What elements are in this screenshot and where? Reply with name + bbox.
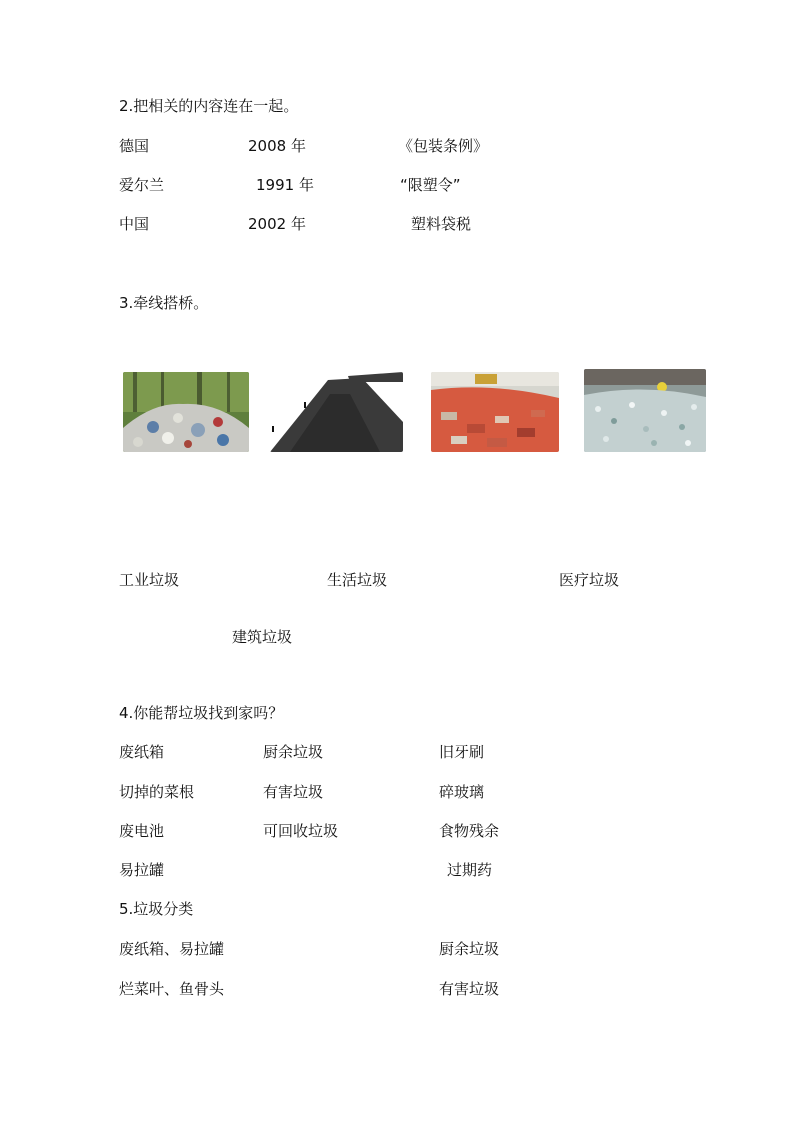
coal-heap-photo: [270, 372, 403, 452]
q4-title: 4.你能帮垃圾找到家吗？: [119, 704, 284, 722]
q4-bin: 可回收垃圾: [263, 822, 339, 840]
q2-year: 2002 年: [248, 215, 306, 233]
q4-item: 易拉罐: [119, 861, 165, 879]
q5-title: 5.垃圾分类: [119, 900, 194, 918]
q3-title: 3.牵线搭桥。: [119, 294, 209, 312]
q2-year: 1991 年: [256, 176, 314, 194]
q2-country: 中国: [119, 215, 150, 233]
glass-bottle-waste-photo: [584, 369, 706, 452]
q4-item: 废纸箱: [119, 743, 165, 761]
household-garbage-pile-photo: [123, 372, 249, 452]
q5-item: 烂菜叶、鱼骨头: [119, 980, 225, 998]
q2-country: 爱尔兰: [119, 176, 165, 194]
red-brick-rubble-photo: [431, 372, 559, 452]
q3-label: 工业垃圾: [119, 571, 180, 589]
q2-policy: “限塑令”: [400, 176, 461, 194]
q4-item: 碎玻璃: [439, 783, 485, 801]
q4-bin: 厨余垃圾: [263, 743, 324, 761]
q3-label: 医疗垃圾: [559, 571, 620, 589]
q5-item: 废纸箱、易拉罐: [119, 940, 225, 958]
q4-bin: 有害垃圾: [263, 783, 324, 801]
q2-policy: 《包装条例》: [398, 137, 489, 155]
q2-year: 2008 年: [248, 137, 306, 155]
q5-bin: 厨余垃圾: [439, 940, 500, 958]
q4-item: 切掉的菜根: [119, 783, 195, 801]
q3-label: 生活垃圾: [327, 571, 388, 589]
q4-item: 废电池: [119, 822, 165, 840]
q2-title: 2.把相关的内容连在一起。: [119, 97, 299, 115]
q3-label: 建筑垃圾: [232, 628, 293, 646]
q2-country: 德国: [119, 137, 150, 155]
q4-item: 旧牙刷: [439, 743, 485, 761]
q4-item: 过期药: [447, 861, 493, 879]
q5-bin: 有害垃圾: [439, 980, 500, 998]
q4-item: 食物残余: [439, 822, 500, 840]
q2-policy: 塑料袋税: [411, 215, 472, 233]
